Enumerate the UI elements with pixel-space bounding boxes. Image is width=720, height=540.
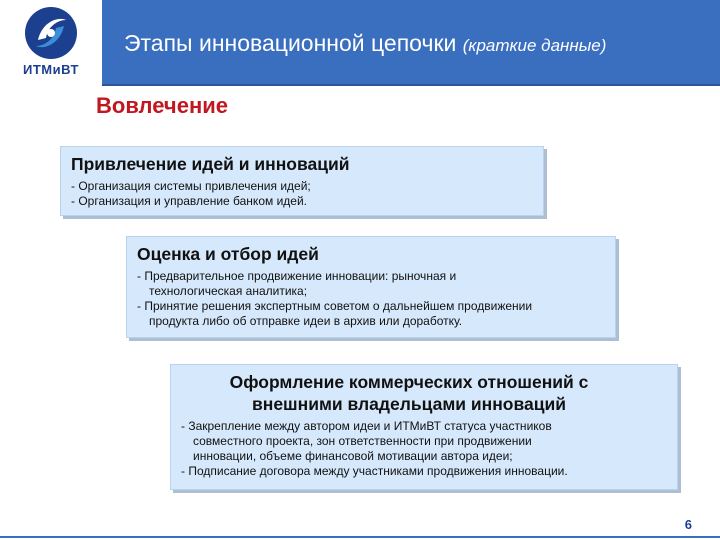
card-title-line1: Оформление коммерческих отношений с [229, 372, 589, 392]
list-item: - Подписание договора между участниками продвижения инновации. [181, 464, 568, 478]
header-bar [102, 0, 720, 86]
header-title-main: Этапы инновационной цепочки [124, 30, 457, 56]
list-item: - Организация и управление банком идей. [71, 194, 307, 208]
bottom-divider [0, 536, 720, 538]
itmivt-logo-icon [24, 6, 78, 60]
card-title-line2: внешними владельцами инноваций [251, 394, 567, 414]
header-subtitle: (краткие данные) [462, 36, 607, 55]
page-number: 6 [684, 517, 692, 532]
list-item: - Организация системы привлечения идей; [71, 179, 311, 193]
card-body [137, 269, 605, 329]
list-item-continuation: продукта либо об отправке идеи в архив или доработку. [149, 314, 463, 328]
logo-text: ИТМиВТ [23, 62, 79, 77]
card-body [71, 179, 533, 209]
list-item-continuation: совместного проекта, зон ответственности при продвижении [193, 434, 532, 448]
list-item: - Принятие решения экспертным советом о дальнейшем продвижении [137, 299, 533, 313]
logo-area [0, 0, 102, 86]
card-idea-attraction [60, 146, 544, 216]
card-body [181, 419, 667, 479]
list-item: - Предварительное продвижение инновации: рыночная и [137, 269, 457, 283]
list-item-continuation: инновации, объеме финансовой мотивации автора идеи; [193, 449, 513, 463]
header-title [124, 30, 606, 57]
card-title: Оценка и отбор идей [137, 244, 319, 264]
card-commercial-relations [170, 364, 678, 490]
card-idea-evaluation [126, 236, 616, 338]
list-item-continuation: технологическая аналитика; [149, 284, 308, 298]
card-title: Привлечение идей и инноваций [71, 154, 350, 174]
section-title: Вовлечение [96, 93, 228, 118]
list-item: - Закрепление между автором идеи и ИТМиВТ статуса участников [181, 419, 552, 433]
